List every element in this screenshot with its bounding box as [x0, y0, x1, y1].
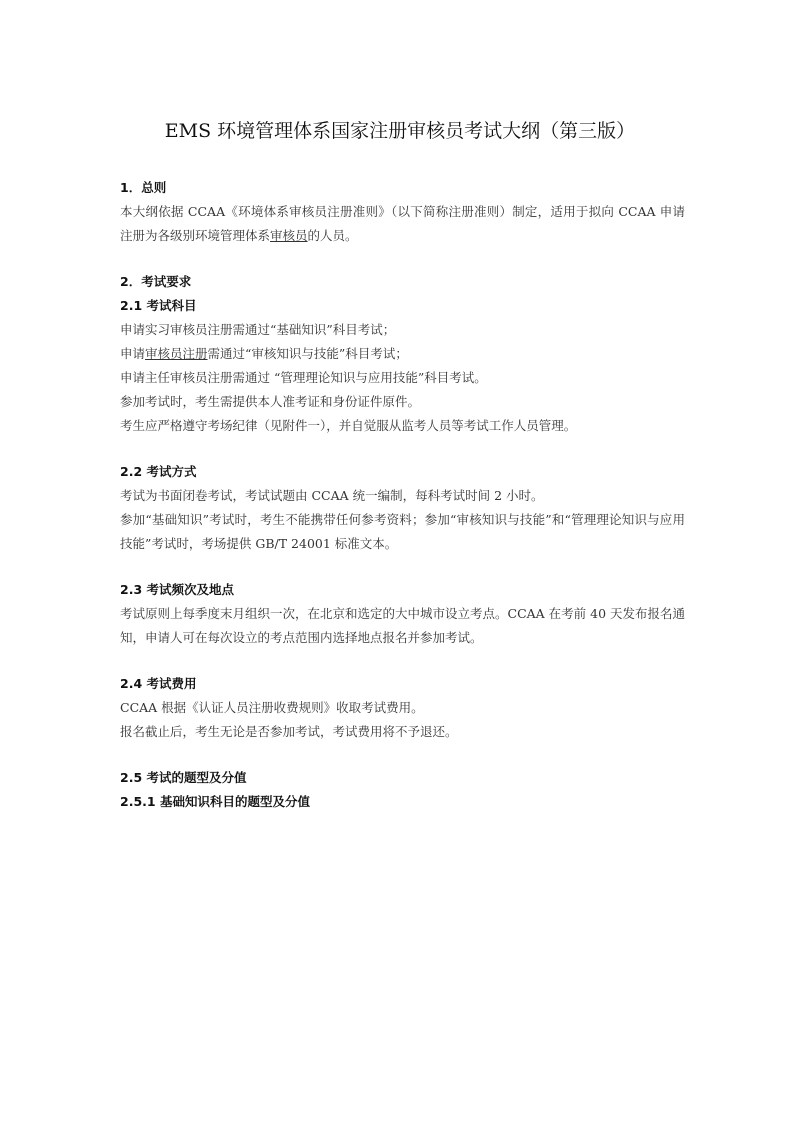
exam-method-line: 考试为书面闭卷考试，考试试题由 CCAA 统一编制，每科考试时间 2 小时。: [120, 488, 544, 503]
auditor-link[interactable]: 审核员: [270, 228, 308, 243]
section-2-2-heading: 2.2 考试方式: [120, 464, 197, 479]
section-2-5-heading: 2.5 考试的题型及分值: [120, 770, 247, 785]
section-2-5-1-heading: 2.5.1 基础知识科目的题型及分值: [120, 794, 310, 809]
exam-fee-line: 报名截止后，考生无论是否参加考试，考试费用将不予退还。: [120, 724, 458, 739]
exam-subject-line: 参加考试时，考生需提供本人准考证和身份证件原件。: [120, 394, 421, 409]
document-title: EMS 环境管理体系国家注册审核员考试大纲（第三版）: [164, 120, 636, 142]
exam-subject-line: 申请主任审核员注册需通过 “管理理论知识与应用技能”科目考试。: [120, 370, 487, 385]
exam-subject-line: [120, 342, 685, 366]
document-body: [120, 176, 685, 814]
section-2-4-heading: 2.4 考试费用: [120, 676, 197, 691]
exam-subject-line: 考生应严格遵守考场纪律（见附件一），并自觉服从监考人员等考试工作人员管理。: [120, 418, 577, 433]
section-1-paragraph: 本大纲依据 CCAA《环境体系审核员注册准则》（以下简称注册准则）制定，适用于拟向 CCAA 申请注册为各级别环境管理体系审核员的人员。: [120, 204, 685, 243]
section-2-heading: 2．考试要求: [120, 274, 192, 289]
exam-fee-line: CCAA 根据《认证人员注册收费规则》收取考试费用。: [120, 700, 424, 715]
section-2-1-heading: 2.1 考试科目: [120, 298, 197, 313]
auditor-registration-link[interactable]: 审核员注册: [145, 346, 208, 361]
text-span: 需通过“审核知识与技能”科目考试；: [207, 346, 408, 361]
exam-frequency-line: 考试原则上每季度末月组织一次，在北京和选定的大中城市设立考点。CCAA 在考前 40 天发布报名通知，申请人可在每次设立的考点范围内选择地点报名并参加考试。: [120, 606, 686, 645]
exam-subject-line: 申请实习审核员注册需通过“基础知识”科目考试；: [120, 322, 396, 337]
exam-method-line: 参加“基础知识”考试时，考生不能携带任何参考资料；参加“审核知识与技能”和“管理理论知识与应用技能”考试时，考场提供 GB/T 24001 标准文本。: [120, 512, 685, 551]
text-span: 申请: [120, 346, 146, 361]
section-2-3-heading: 2.3 考试频次及地点: [120, 582, 234, 597]
section-1-heading: 1．总则: [120, 180, 167, 195]
